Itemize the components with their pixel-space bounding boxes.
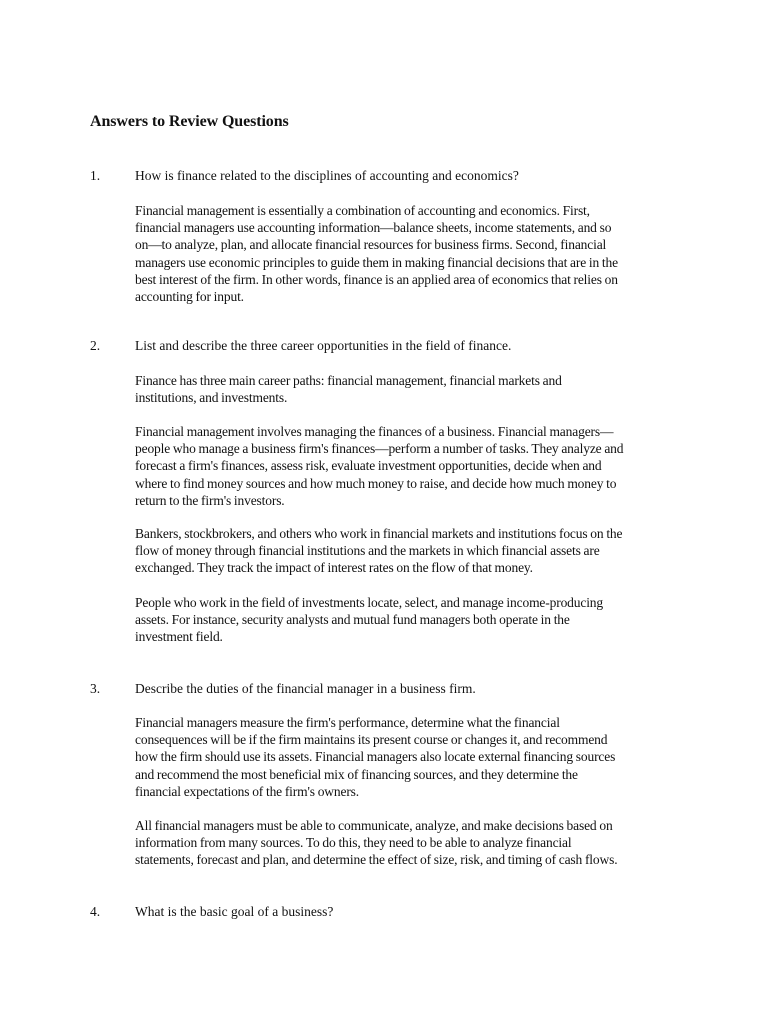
question-number: 1. <box>90 168 101 183</box>
text-line: People who work in the field of investments locate, select, and manage income-producing <box>135 595 604 610</box>
answer-paragraph <box>135 594 695 646</box>
text-line: information from many sources. To do this, they need to be able to analyze financial <box>135 835 572 851</box>
text-line: where to find money sources and how much money to raise, and decide how much money to <box>135 475 617 491</box>
text-line: accounting for input. <box>135 289 244 305</box>
text-line: Finance has three main career paths: financial management, financial markets and <box>135 373 562 388</box>
answer-paragraph <box>135 525 695 577</box>
question-text: How is finance related to the disciplines of accounting and economics? <box>135 168 519 183</box>
text-line: financial expectations of the firm's owners. <box>135 783 360 799</box>
text-line: people who manage a business firm's finances—perform a number of tasks. They analyze and <box>135 441 624 457</box>
text-line: how the firm should use its assets. Financial managers also locate external financing sources <box>135 749 616 765</box>
text-line: Financial management is essentially a combination of accounting and economics. First, <box>135 203 590 218</box>
text-line: assets. For instance, security analysts and mutual fund managers both operate in the <box>135 612 570 628</box>
question-number: 4. <box>90 904 101 919</box>
question-text: What is the basic goal of a business? <box>135 904 334 919</box>
question-number: 2. <box>90 338 101 353</box>
document-title: Answers to Review Questions <box>90 113 289 130</box>
text-line: Financial managers measure the firm's performance, determine what the financial <box>135 715 560 730</box>
text-line: Financial management involves managing the finances of a business. Financial managers— <box>135 424 614 439</box>
text-line: financial managers use accounting information—balance sheets, income statements, and so <box>135 220 612 236</box>
text-line: and recommend the most beneficial mix of financing sources, and they determine the <box>135 766 578 782</box>
text-line: consequences will be if the firm maintains its present course or changes it, and recommend <box>135 732 608 748</box>
answer-paragraph <box>135 714 695 800</box>
text-line: exchanged. They track the impact of interest rates on the flow of that money. <box>135 560 533 576</box>
answer-paragraph <box>135 423 695 509</box>
answer-paragraph <box>135 202 695 305</box>
text-line: best interest of the firm. In other words, finance is an applied area of economics that relies on <box>135 271 618 287</box>
answer-paragraph <box>135 817 695 869</box>
text-line: Bankers, stockbrokers, and others who work in financial markets and institutions focus on the <box>135 526 623 541</box>
text-line: statements, forecast and plan, and determine the effect of size, risk, and timing of cash flows. <box>135 852 618 868</box>
question-text: List and describe the three career opportunities in the field of finance. <box>135 338 512 353</box>
text-line: All financial managers must be able to communicate, analyze, and make decisions based on <box>135 818 613 833</box>
text-line: investment field. <box>135 629 223 645</box>
answer-paragraph <box>135 372 695 406</box>
question-number: 3. <box>90 681 101 696</box>
text-line: managers use economic principles to guide them in making financial decisions that are in the <box>135 254 618 270</box>
text-line: institutions, and investments. <box>135 390 288 406</box>
text-line: return to the firm's investors. <box>135 492 285 508</box>
text-line: forecast a firm's finances, assess risk, evaluate investment opportunities, decide when and <box>135 458 602 474</box>
question-text: Describe the duties of the financial manager in a business firm. <box>135 681 476 696</box>
text-line: on—to analyze, plan, and allocate financial resources for business firms. Second, financial <box>135 237 607 253</box>
text-line: flow of money through financial institutions and the markets in which financial assets are <box>135 543 600 559</box>
